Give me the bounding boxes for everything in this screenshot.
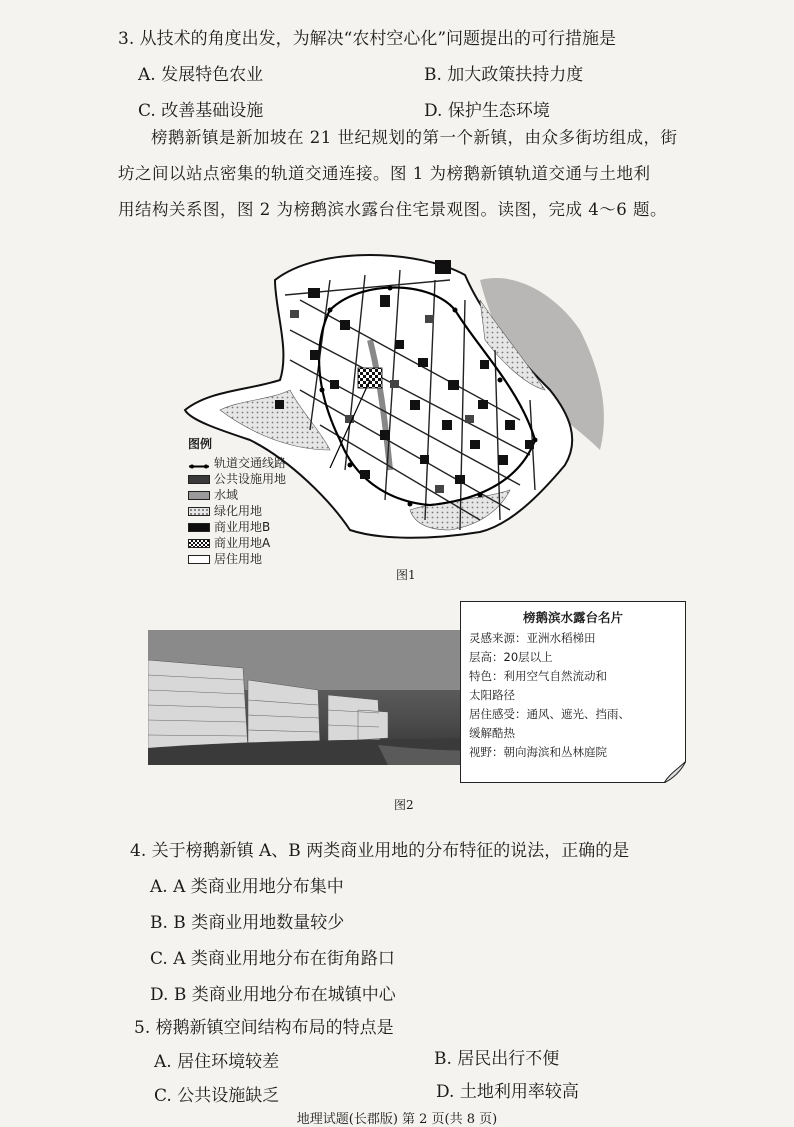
card-row-living: 居住感受：通风、遮光、挡雨、 bbox=[469, 707, 630, 721]
legend-item-rail bbox=[188, 455, 286, 471]
q4-option-d: D. B 类商业用地分布在城镇中心 bbox=[150, 985, 396, 1005]
q4-stem: 4. 关于榜鹅新镇 A、B 两类商业用地的分布特征的说法，正确的是 bbox=[130, 841, 630, 861]
q5-option-d: D. 土地利用率较高 bbox=[436, 1082, 579, 1102]
figure2-caption: 图2 bbox=[394, 798, 414, 812]
q3-option-b: B. 加大政策扶持力度 bbox=[424, 65, 584, 85]
q5-option-c: C. 公共设施缺乏 bbox=[154, 1086, 280, 1106]
page-footer: 地理试题(长郡版) 第 2 页(共 8 页) bbox=[296, 1112, 498, 1127]
q4-option-b: B. B 类商业用地数量较少 bbox=[150, 913, 345, 933]
commercial-b-swatch bbox=[188, 523, 210, 532]
card-row-feature-cont: 太阳路径 bbox=[469, 688, 515, 702]
legend-label-rail: 轨道交通线路 bbox=[214, 456, 287, 470]
legend-title: 图例 bbox=[188, 437, 213, 451]
figure2-info-card bbox=[460, 601, 686, 783]
legend-item-residential bbox=[188, 551, 286, 567]
passage bbox=[118, 120, 688, 228]
card-row-view: 视野：朝向海滨和丛林庭院 bbox=[469, 745, 607, 759]
q3-option-d: D. 保护生态环境 bbox=[424, 101, 550, 121]
legend-item-green bbox=[188, 503, 286, 519]
legend-item-public bbox=[188, 471, 286, 487]
q5-option-a: A. 居住环境较差 bbox=[154, 1052, 280, 1072]
card-row-height: 层高：20层以上 bbox=[469, 650, 553, 664]
page-curl-icon bbox=[664, 761, 686, 783]
q5-option-b: B. 居民出行不便 bbox=[434, 1049, 560, 1069]
commercial-a-block bbox=[358, 368, 382, 388]
residential-swatch bbox=[188, 555, 210, 564]
legend-item-commercial-b bbox=[188, 519, 286, 535]
q3-option-a: A. 发展特色农业 bbox=[138, 65, 264, 85]
public-facility-swatch bbox=[188, 475, 210, 484]
passage-line-2: 坊之间以站点密集的轨道交通连接。图 1 为榜鹅新镇轨道交通与土地利 bbox=[118, 164, 651, 183]
commercial-a-swatch bbox=[188, 539, 210, 548]
figure1-caption: 图1 bbox=[396, 568, 416, 582]
q3-stem: 3. 从技术的角度出发，为解决“农村空心化”问题提出的可行措施是 bbox=[118, 29, 617, 49]
legend-label-green: 绿化用地 bbox=[214, 504, 263, 518]
card-title: 榜鹅滨水露台名片 bbox=[522, 610, 623, 625]
water-swatch bbox=[188, 491, 210, 500]
rail-line-swatch bbox=[188, 459, 210, 468]
legend-label-commercial-a: 商业用地A bbox=[214, 536, 271, 550]
q5-stem: 5. 榜鹅新镇空间结构布局的特点是 bbox=[134, 1018, 394, 1038]
passage-line-3: 用结构关系图，图 2 为榜鹅滨水露台住宅景观图。读图，完成 4～6 题。 bbox=[118, 200, 667, 219]
q4-option-c: C. A 类商业用地分布在街角路口 bbox=[150, 949, 395, 969]
q3-option-c: C. 改善基础设施 bbox=[138, 101, 264, 121]
card-row-feature: 特色：利用空气自然流动和 bbox=[469, 669, 607, 683]
q4-option-a: A. A 类商业用地分布集中 bbox=[150, 877, 344, 897]
card-row-living-cont: 缓解酷热 bbox=[469, 726, 515, 740]
legend-item-water bbox=[188, 487, 286, 503]
figure2-photo bbox=[148, 630, 488, 765]
legend-label-residential: 居住用地 bbox=[214, 552, 263, 566]
legend-label-water: 水域 bbox=[214, 488, 239, 502]
legend-item-commercial-a bbox=[188, 535, 286, 551]
passage-line-1: 榜鹅新镇是新加坡在 21 世纪规划的第一个新镇，由众多街坊组成，街 bbox=[151, 128, 678, 147]
card-row-inspiration: 灵感来源：亚洲水稻梯田 bbox=[469, 631, 596, 645]
legend-label-public: 公共设施用地 bbox=[214, 472, 287, 486]
green-swatch bbox=[188, 507, 210, 516]
figure1-legend bbox=[188, 436, 286, 567]
legend-label-commercial-b: 商业用地B bbox=[214, 520, 271, 534]
